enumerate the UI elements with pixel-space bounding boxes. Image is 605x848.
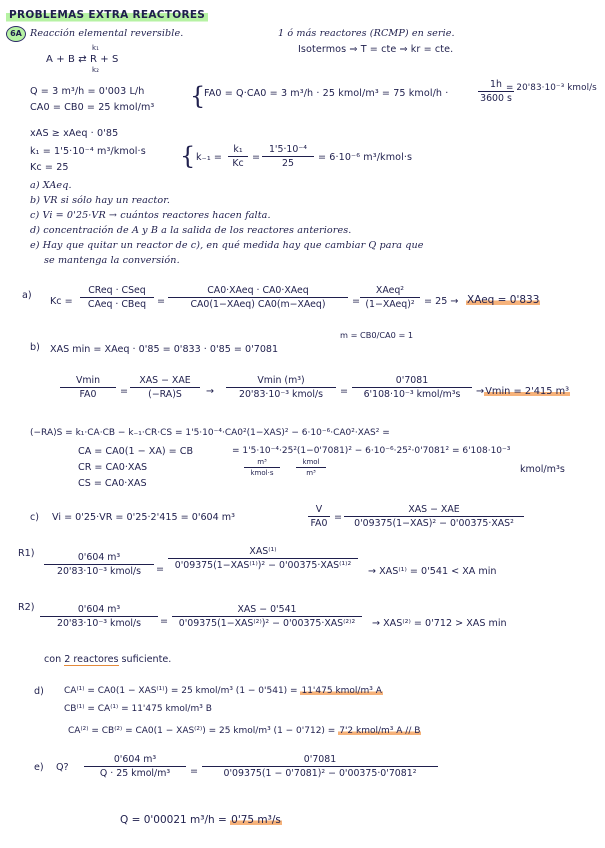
- r1-result: → XAS⁽¹⁾ = 0'541 < XA min: [368, 566, 497, 577]
- unit-frac1-den: kmol·s: [250, 469, 274, 477]
- part-b-f1-den: FA0: [79, 389, 97, 400]
- eq-sign-4: =: [156, 564, 165, 575]
- ca-relation: CA = CA0(1 − XA) = CB: [78, 446, 194, 457]
- part-e-label: e): [34, 762, 44, 773]
- r1-f2-num: XAS⁽¹⁾: [249, 546, 277, 557]
- k1-label: k₁: [92, 44, 100, 52]
- question-c: c) Vi = 0'25·VR → cuántos reactores hacen falta.: [30, 210, 271, 221]
- part-b-line: XAS min = XAeq · 0'85 = 0'833 · 0'85 = 0'7081: [50, 344, 279, 355]
- cr-relation: CR = CA0·XAS: [78, 462, 148, 473]
- cs-relation: CS = CA0·XAS: [78, 478, 147, 489]
- part-a-f1-num: CReq · CSeq: [88, 285, 146, 296]
- part-a-note: m = CB0/CA0 = 1: [340, 330, 414, 340]
- unit-frac2-num: kmol: [302, 458, 320, 466]
- eq-sign: =: [157, 296, 166, 307]
- question-b: b) VR si sólo hay un reactor.: [30, 195, 171, 206]
- brace-2: {: [180, 142, 196, 170]
- part-c-label: c): [30, 512, 40, 523]
- r2-conclusion: [44, 654, 171, 665]
- part-b-arrow: →: [206, 386, 215, 397]
- r2-conclusion-hl: 2 reactores: [64, 654, 119, 665]
- brace: {: [190, 82, 206, 110]
- r1-f1-num: 0'604 m³: [77, 552, 121, 563]
- part-b-f4-den: 6'108·10⁻³ kmol/m³s: [363, 389, 461, 400]
- r2-conclusion-pre: con: [44, 654, 65, 665]
- r1-fraction-1: [44, 552, 154, 577]
- part-b-f2-num: XAS − XAE: [139, 375, 191, 386]
- unit-frac2-den: m³: [306, 469, 316, 477]
- molar-flow-result: = 20'83·10⁻³ kmol/s: [506, 83, 597, 93]
- question-d: d) concentración de A y B a la salida de los reactores anteriores.: [30, 225, 352, 236]
- part-a-answer: [466, 294, 540, 306]
- kc-value: Kc = 25: [30, 162, 69, 173]
- page-title: PROBLEMAS EXTRA REACTORES: [6, 8, 208, 22]
- r2-fraction-1: [40, 604, 158, 629]
- intro-line1b: 1 ó más reactores (RCMP) en serie.: [278, 28, 455, 39]
- part-b-f3-den: 20'83·10⁻³ kmol/s: [239, 389, 323, 400]
- part-b-f1-num: Vmin: [75, 375, 101, 386]
- part-b-fraction-2: [130, 375, 200, 400]
- eq-sign-5: =: [160, 616, 169, 627]
- r2-f1-den: 20'83·10⁻³ kmol/s: [57, 618, 141, 629]
- part-d-label: d): [34, 686, 44, 697]
- part-b-fraction-3: [226, 375, 336, 400]
- part-e-question: Q?: [56, 762, 69, 773]
- part-d-ans1: 11'475 kmol/m³ A: [301, 686, 382, 696]
- isothermal-note: Isotermos ⇒ T = cte ⇒ kr = cte.: [298, 44, 454, 55]
- part-a-fraction-2: [168, 285, 348, 310]
- part-b-answer: →Vmin = 2'415 m³: [476, 386, 570, 397]
- part-d-ans3: 7'2 kmol/m³ A // B: [339, 726, 421, 736]
- r2-f2-den: 0'09375(1−XAS⁽²⁾)² − 0'00375·XAS⁽²⁾²: [178, 618, 356, 629]
- question-a: a) XAeq.: [30, 180, 72, 191]
- part-a-label: a): [22, 290, 32, 301]
- part-c-f2-den: 0'09375(1−XAS)² − 0'00375·XAS²: [354, 518, 514, 529]
- k-minus-label: k₋₁ =: [196, 152, 223, 163]
- r1-f1-den: 20'83·10⁻³ kmol/s: [57, 566, 141, 577]
- part-b-label: b): [30, 342, 40, 353]
- part-a-f3-den: (1−XAeq)²: [365, 299, 415, 310]
- part-c-f2-num: XAS − XAE: [408, 504, 460, 515]
- part-b-fraction-1: [60, 375, 116, 400]
- r2-conclusion-post: suficiente.: [118, 654, 172, 665]
- part-e-eq: =: [190, 766, 199, 777]
- r2-result: → XAS⁽²⁾ = 0'712 > XAS min: [372, 618, 507, 629]
- part-b-f2-den: (−RA)S: [148, 389, 182, 400]
- unit-frac1-num: m³: [257, 458, 267, 466]
- part-a-result: = 25 →: [424, 296, 459, 307]
- k-minus-fraction: [228, 144, 248, 169]
- part-a-f1-den: CAeq · CBeq: [87, 299, 147, 310]
- part-a-fraction-1: [80, 285, 154, 310]
- conversion-condition: xAS ≥ xAeq · 0'85: [30, 128, 119, 139]
- intro-line1: Reacción elemental reversible.: [30, 28, 184, 39]
- k1-value: k₁ = 1'5·10⁻⁴ m³/kmol·s: [30, 146, 146, 157]
- k-minus-den: Kc: [232, 158, 244, 169]
- part-b-eq: =: [120, 386, 129, 397]
- r1-f2-den: 0'09375(1−XAS⁽¹⁾)² − 0'00375·XAS⁽¹⁾²: [174, 560, 352, 571]
- part-e-result: [120, 814, 282, 826]
- part-d-line3: [68, 726, 421, 736]
- part-e-fraction-2: [202, 754, 438, 779]
- part-b-f4-num: 0'7081: [395, 375, 429, 386]
- r2-label: R2): [18, 602, 35, 613]
- part-e-f1-num: 0'604 m³: [113, 754, 157, 765]
- rate-equation: (−RA)S = k₁·CA·CB − k₋₁·CR·CS = 1'5·10⁻⁴·CA0²(1−XAS)² − 6·10⁻⁶·CA0²·XAS² =: [30, 428, 390, 438]
- unit-fraction-2: [296, 458, 326, 477]
- rate-units: kmol/m³s: [520, 464, 565, 475]
- conversion-num: 1h: [490, 79, 502, 90]
- problem-number-badge: 6A: [6, 26, 26, 42]
- k-minus-den2: 25: [282, 158, 294, 169]
- k-minus-num: k₁: [233, 144, 243, 155]
- eq-sign-3: =: [340, 386, 349, 397]
- part-e-f2-num: 0'7081: [303, 754, 337, 765]
- k2-label: k₂: [92, 66, 100, 74]
- part-c-f-den: FA0: [310, 518, 328, 529]
- part-a-f2-num: CA0·XAeq · CA0·XAeq: [207, 285, 309, 296]
- question-e-cont: se mantenga la conversión.: [44, 255, 180, 266]
- eq-sign-2: =: [352, 296, 361, 307]
- part-a-f2-den: CA0(1−XAeq) CA0(m−XAeq): [190, 299, 326, 310]
- part-b-fraction-4: [352, 375, 472, 400]
- r2-f1-num: 0'604 m³: [77, 604, 121, 615]
- part-d-line3-text: CA⁽²⁾ = CB⁽²⁾ = CA0(1 − XAS⁽²⁾) = 25 kmol/m³ (1 − 0'712) =: [68, 726, 336, 736]
- r2-f2-num: XAS − 0'541: [237, 604, 297, 615]
- part-e-f1-den: Q · 25 kmol/m³: [99, 768, 171, 779]
- part-b-f3-num: Vmin (m³): [257, 375, 305, 386]
- molar-flow: FA0 = Q·CA0 = 3 m³/h · 25 kmol/m³ = 75 kmol/h ·: [204, 88, 449, 99]
- r1-fraction-2: [168, 546, 358, 571]
- part-c-f-num: V: [315, 504, 323, 515]
- part-a-f3-num: XAeq²: [375, 285, 405, 296]
- r2-fraction-2: [172, 604, 362, 629]
- r1-label: R1): [18, 548, 35, 559]
- k-minus-eq: =: [252, 152, 261, 163]
- k-minus-result: = 6·10⁻⁶ m³/kmol·s: [318, 152, 413, 163]
- k-minus-fraction-2: [262, 144, 314, 169]
- part-e-fraction-1: [84, 754, 186, 779]
- part-d-line2: CB⁽¹⁾ = CA⁽¹⁾ = 11'475 kmol/m³ B: [64, 704, 212, 714]
- initial-concentration: CA0 = CB0 = 25 kmol/m³: [30, 102, 155, 113]
- part-c-eq: =: [334, 512, 343, 523]
- part-b-answer-text: Vmin = 2'415 m³: [485, 386, 570, 397]
- part-c-fraction: [308, 504, 330, 529]
- k-minus-num2: 1'5·10⁻⁴: [268, 144, 308, 155]
- part-d-line1-text: CA⁽¹⁾ = CA0(1 − XAS⁽¹⁾) = 25 kmol/m³ (1 − 0'541) =: [64, 686, 298, 696]
- part-c-line: Vi = 0'25·VR = 0'25·2'415 = 0'604 m³: [52, 512, 236, 523]
- reaction-equation: A + B ⇄ R + S: [46, 54, 119, 65]
- part-e-result-pre: Q = 0'00021 m³/h =: [120, 814, 231, 826]
- conversion-den: 3600 s: [480, 93, 512, 104]
- part-e-result-hl: 0'75 m³/s: [231, 814, 281, 826]
- part-e-f2-den: 0'09375(1 − 0'7081)² − 0'00375·0'7081²: [223, 768, 417, 779]
- part-a-lhs: Kc =: [50, 296, 73, 307]
- rate-substitution: = 1'5·10⁻⁴·25²(1−0'7081)² − 6·10⁻⁶·25²·0'7081² = 6'108·10⁻³: [232, 446, 511, 456]
- part-a-answer-text: XAeq = 0'833: [467, 294, 540, 306]
- question-e: e) Hay que quitar un reactor de c), en qué medida hay que cambiar Q para que: [30, 240, 424, 251]
- part-d-line1: [64, 686, 383, 696]
- part-a-fraction-3: [360, 285, 420, 310]
- unit-fraction-1: [244, 458, 280, 477]
- part-c-fraction-2: [344, 504, 524, 529]
- flow-rate: Q = 3 m³/h = 0'003 L/h: [30, 86, 145, 97]
